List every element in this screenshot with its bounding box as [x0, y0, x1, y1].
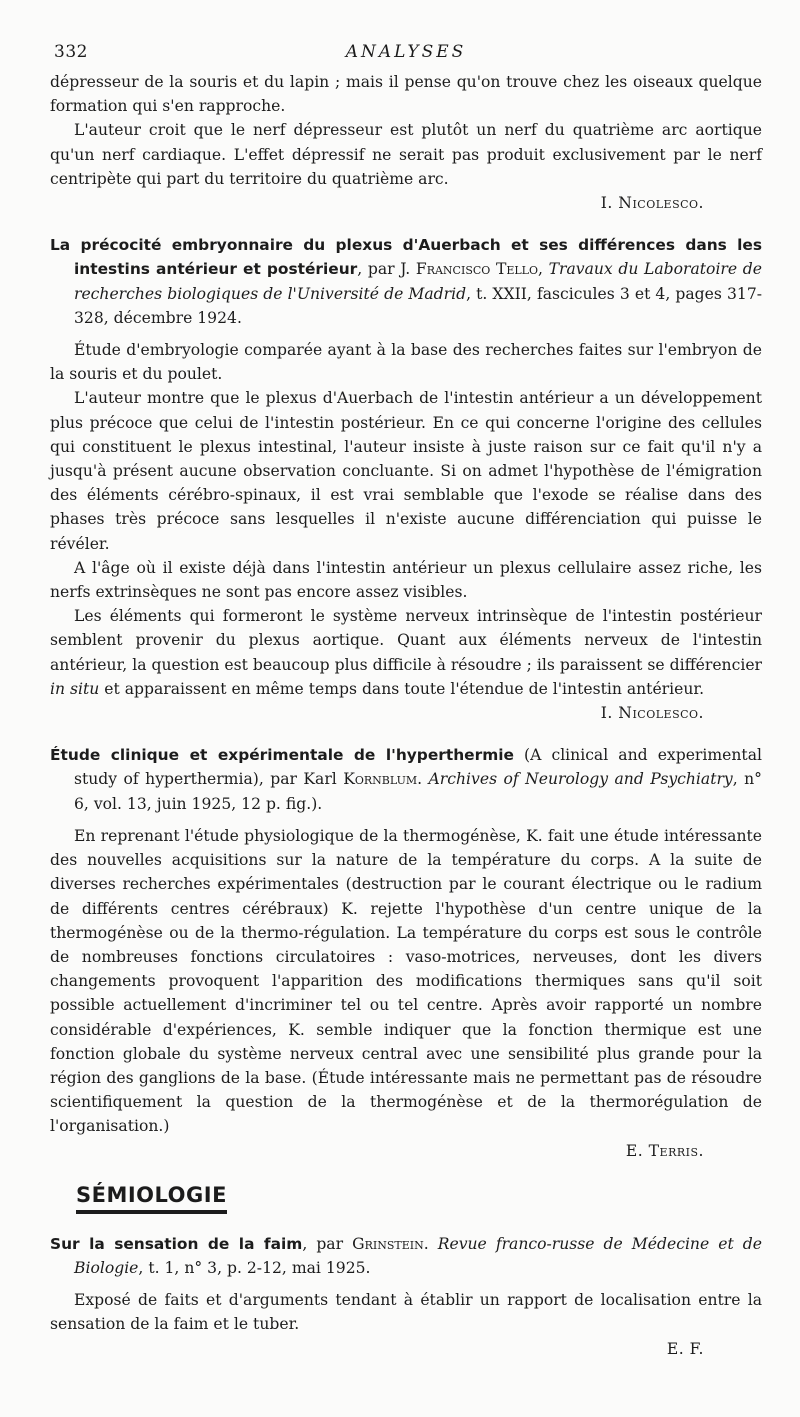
reviewer-signature: I. Nicolesco. — [600, 194, 704, 213]
author-name: Kornblum — [343, 770, 418, 789]
body-paragraph: Les éléments qui formeront le système nerveux intrinsèque de l'intestin postérieur semblent provenir du plexus aortique. Quant aux éléments nerveux de l'intestin antérieur, la question est beaucoup plus difficile à résoudre ; ils paraissent se différencier in situ et apparaissent en même temps dans toute l'étendue de l'intestin antérieur. — [50, 607, 762, 698]
body-paragraph: dépresseur de la souris et du lapin ; mais il pense qu'on trouve chez les oiseaux quelque formation qui s'en rapproche. — [50, 73, 762, 116]
review-entry-heading: Sur la sensation de la faim, par Grinstein. Revue franco-russe de Médecine et de Biologie, t. 1, n° 3, p. 2-12, mai 1925. — [50, 1234, 763, 1277]
reviewer-signature: E. F. — [666, 1339, 704, 1358]
body-paragraph: L'auteur croit que le nerf dépresseur est plutôt un nerf du quatrième arc aortique qu'un nerf cardiaque. L'effet dépressif ne serait pas produit exclusivement par le nerf centripète qui part du territoire du quatrième arc. — [50, 121, 762, 188]
review-title: Sur la sensation de la faim — [50, 1234, 303, 1253]
review-entry-heading: La précocité embryonnaire du plexus d'Auerbach et ses différences dans les intestins antérieur et postérieur, par J. Francisco Tello, Travaux du Laboratoire de recherches biologiques de l'Université de Madrid, t. XXII, fascicules 3 et 4, pages 317-328, décembre 1924. — [50, 236, 763, 327]
reviewer-signature: I. Nicolesco. — [600, 704, 704, 723]
journal-name: Revue franco-russe de Médecine et de Biologie — [74, 1234, 763, 1277]
body-paragraph: Étude d'embryologie comparée ayant à la base des recherches faites sur l'embryon de la souris et du poulet. — [50, 341, 762, 384]
reviewer-signature: E. Terris. — [625, 1141, 704, 1160]
body-paragraph: L'auteur montre que le plexus d'Auerbach de l'intestin antérieur a un développement plus précoce que celui de l'intestin postérieur. En ce qui concerne l'origine des cellules qui constituent le plexus intestinal, l'auteur insiste à juste raison sur ce fait qu'il n'y a jusqu'à présent aucune observation concluante. Si on admet l'hypothèse de l'émigration des éléments cérébro-spinaux, il est vrai semblable que l'exode se réalise dans des phases très précoce sans lesquelles il n'existe aucune différenciation qui puisse le révéler. — [50, 389, 762, 553]
citation-details: , t. 1, n° 3, p. 2-12, mai 1925. — [138, 1258, 371, 1277]
page-number: 332 — [54, 42, 88, 62]
section-heading: SÉMIOLOGIE — [76, 1183, 227, 1214]
citation-details: , t. XXII, fascicules 3 et 4, pages 317-328, décembre 1924. — [74, 284, 763, 327]
journal-name: Travaux du Laboratoire de recherches biologiques de l'Université de Madrid — [74, 260, 762, 303]
body-paragraph: A l'âge où il existe déjà dans l'intestin antérieur un plexus cellulaire assez riche, les nerfs extrinsèques ne sont pas encore assez visibles. — [50, 558, 762, 602]
review-title: La précocité embryonnaire du plexus d'Auerbach et ses différences dans les intestins antérieur et postérieur — [50, 236, 762, 279]
journal-name: Archives of Neurology and Psychiatry — [428, 770, 733, 789]
header-title: ANALYSES — [345, 42, 467, 62]
author-name: Francisco Tello — [415, 260, 538, 279]
body-paragraph: En reprenant l'étude physiologique de la thermogénèse, K. fait une étude intéressante des nouvelles acquisitions sur la nature de la température du corps. A la suite de diverses recherches expérimentales (destruction par le courant électrique ou le radium de différents centres cérébraux) K. rejette l'hypothèse d'un centre unique de la thermogénèse ou de la thermo-régulation. La température du corps est sous le contrôle de nombreuses fonctions circulatoires : vaso-motrices, nerveuses, dont les divers changements provoquent l'apparition des modifications thermiques sans qu'il soit possible actuellement d'incriminer tel ou tel centre. Après avoir rapporté un nombre considérable d'expériences, K. semble indiquer que la fonction thermique est une fonction globale du système nerveux central avec une sensibilité plus grande pour la région des ganglions de la base. (Étude intéressante mais ne permettant pas de résoudre scientifiquement la question de la thermogénèse et de la thermorégulation de l'organisation.) — [50, 826, 762, 1136]
review-entry-heading: Étude clinique et expérimentale de l'hyperthermie (A clinical and experimental study of hyperthermia), par Karl Kornblum. Archives of Neurology and Psychiatry, n° 6, vol. 13, juin 1925, 12 p. fig.). — [50, 746, 762, 813]
citation-details: , n° 6, vol. 13, juin 1925, 12 p. fig.). — [74, 770, 762, 813]
author-name: Grinstein — [352, 1234, 424, 1253]
running-header — [50, 40, 762, 70]
body-paragraph: Exposé de faits et d'arguments tendant à établir un rapport de localisation entre la sensation de la faim et le tuber. — [50, 1291, 762, 1334]
review-title: Étude clinique et expérimentale de l'hyperthermie — [50, 746, 514, 765]
